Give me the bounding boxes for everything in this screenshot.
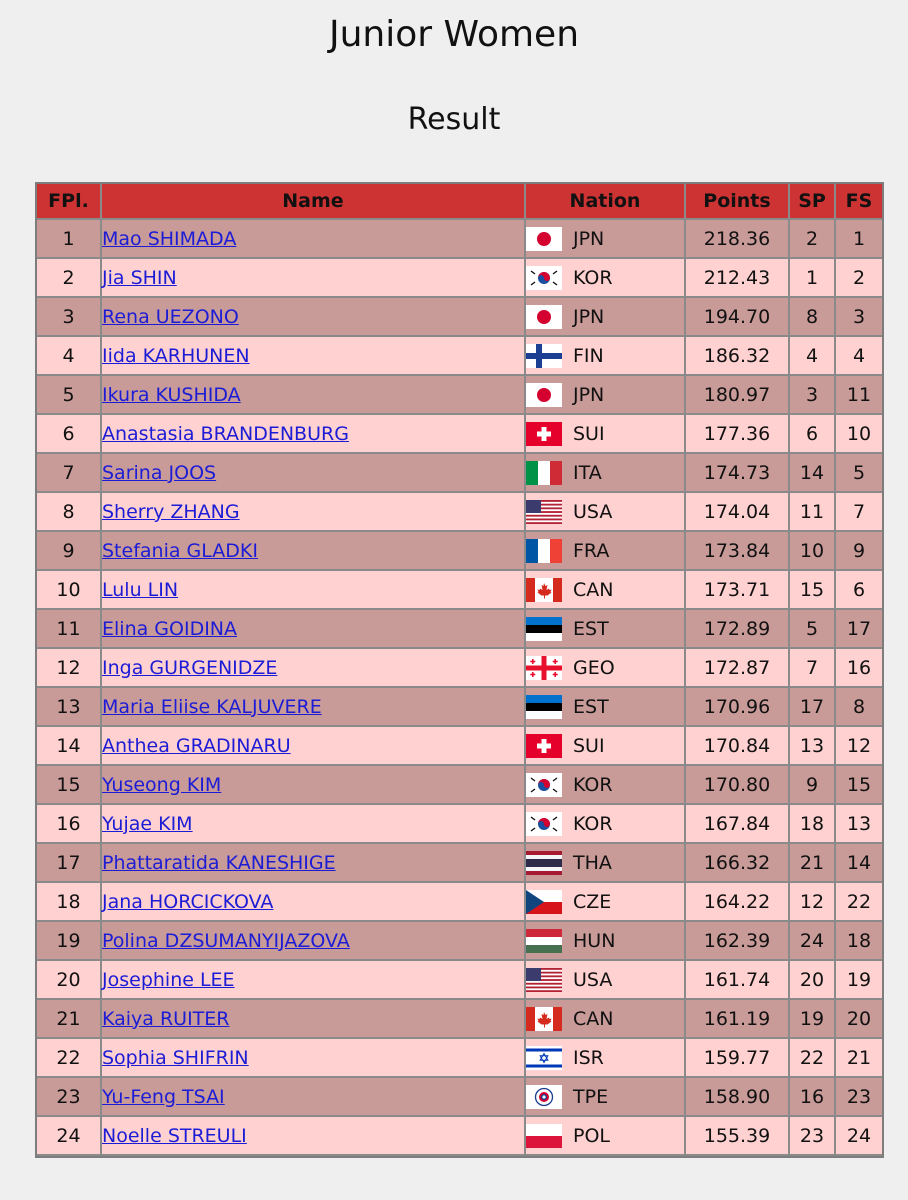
table-row bbox=[37, 610, 882, 649]
sp-cell: 9 bbox=[790, 766, 836, 805]
table-row bbox=[37, 298, 882, 337]
rank-cell: 16 bbox=[37, 805, 102, 844]
rank-cell: 11 bbox=[37, 610, 102, 649]
points-cell: 218.36 bbox=[686, 220, 790, 259]
skater-link[interactable]: Jana HORCICKOVA bbox=[102, 890, 274, 913]
nation-cell bbox=[526, 220, 686, 259]
rank-cell: 21 bbox=[37, 1000, 102, 1039]
table-row bbox=[37, 259, 882, 298]
kor-flag-icon bbox=[526, 266, 562, 290]
table-row bbox=[37, 883, 882, 922]
usa-flag-icon bbox=[526, 500, 562, 524]
fs-cell: 21 bbox=[836, 1039, 882, 1078]
can-flag-icon bbox=[526, 1007, 562, 1031]
est-flag-icon bbox=[526, 695, 562, 719]
name-cell bbox=[102, 415, 526, 454]
sp-cell: 7 bbox=[790, 649, 836, 688]
rank-cell: 14 bbox=[37, 727, 102, 766]
name-cell bbox=[102, 961, 526, 1000]
table-row bbox=[37, 766, 882, 805]
name-cell bbox=[102, 259, 526, 298]
header-rank: FPl. bbox=[37, 184, 102, 220]
nation-cell bbox=[526, 1000, 686, 1039]
nation-code: CZE bbox=[573, 890, 612, 913]
points-cell: 170.84 bbox=[686, 727, 790, 766]
table-row bbox=[37, 649, 882, 688]
name-cell bbox=[102, 805, 526, 844]
table-row bbox=[37, 961, 882, 1000]
skater-link[interactable]: Yuseong KIM bbox=[102, 773, 222, 796]
table-row bbox=[37, 454, 882, 493]
skater-link[interactable]: Yujae KIM bbox=[102, 812, 193, 835]
sp-cell: 11 bbox=[790, 493, 836, 532]
fs-cell: 20 bbox=[836, 1000, 882, 1039]
name-cell bbox=[102, 454, 526, 493]
nation-cell bbox=[526, 883, 686, 922]
points-cell: 186.32 bbox=[686, 337, 790, 376]
sp-cell: 3 bbox=[790, 376, 836, 415]
rank-cell: 13 bbox=[37, 688, 102, 727]
skater-link[interactable]: Inga GURGENIDZE bbox=[102, 656, 278, 679]
nation-code: SUI bbox=[573, 422, 605, 445]
fs-cell: 23 bbox=[836, 1078, 882, 1117]
nation-code: KOR bbox=[573, 773, 613, 796]
points-cell: 174.04 bbox=[686, 493, 790, 532]
nation-code: JPN bbox=[573, 305, 605, 328]
nation-cell bbox=[526, 493, 686, 532]
fs-cell: 14 bbox=[836, 844, 882, 883]
nation-cell bbox=[526, 1039, 686, 1078]
pol-flag-icon bbox=[526, 1124, 562, 1148]
rank-cell: 19 bbox=[37, 922, 102, 961]
table-row bbox=[37, 1039, 882, 1078]
nation-code: GEO bbox=[573, 656, 615, 679]
fin-flag-icon bbox=[526, 344, 562, 368]
skater-link[interactable]: Anthea GRADINARU bbox=[102, 734, 291, 757]
rank-cell: 6 bbox=[37, 415, 102, 454]
cze-flag-icon bbox=[526, 890, 562, 914]
nation-code: USA bbox=[573, 968, 613, 991]
points-cell: 167.84 bbox=[686, 805, 790, 844]
sui-flag-icon bbox=[526, 422, 562, 446]
sp-cell: 14 bbox=[790, 454, 836, 493]
nation-cell bbox=[526, 532, 686, 571]
page-subtitle: Result bbox=[407, 102, 501, 137]
points-cell: 161.19 bbox=[686, 1000, 790, 1039]
est-flag-icon bbox=[526, 617, 562, 641]
nation-cell bbox=[526, 571, 686, 610]
skater-link[interactable]: Sherry ZHANG bbox=[102, 500, 240, 523]
nation-cell bbox=[526, 727, 686, 766]
tpe-flag-icon bbox=[526, 1085, 562, 1109]
jpn-flag-icon bbox=[526, 305, 562, 329]
ita-flag-icon bbox=[526, 461, 562, 485]
skater-link[interactable]: Jia SHIN bbox=[102, 266, 177, 289]
nation-cell bbox=[526, 337, 686, 376]
sp-cell: 17 bbox=[790, 688, 836, 727]
skater-link[interactable]: Maria Eliise KALJUVERE bbox=[102, 695, 322, 718]
skater-link[interactable]: Phattaratida KANESHIGE bbox=[102, 851, 336, 874]
fs-cell: 1 bbox=[836, 220, 882, 259]
nation-code: FIN bbox=[573, 344, 604, 367]
skater-link[interactable]: Sarina JOOS bbox=[102, 461, 217, 484]
kor-flag-icon bbox=[526, 812, 562, 836]
header-points: Points bbox=[686, 184, 790, 220]
skater-link[interactable]: Noelle STREULI bbox=[102, 1124, 247, 1147]
fs-cell: 3 bbox=[836, 298, 882, 337]
table-row bbox=[37, 493, 882, 532]
header-sp: SP bbox=[790, 184, 836, 220]
rank-cell: 2 bbox=[37, 259, 102, 298]
nation-code: CAN bbox=[573, 1007, 614, 1030]
points-cell: 177.36 bbox=[686, 415, 790, 454]
fs-cell: 17 bbox=[836, 610, 882, 649]
fs-cell: 2 bbox=[836, 259, 882, 298]
sp-cell: 22 bbox=[790, 1039, 836, 1078]
nation-code: POL bbox=[573, 1124, 610, 1147]
nation-code: TPE bbox=[573, 1085, 609, 1108]
fs-cell: 9 bbox=[836, 532, 882, 571]
points-cell: 173.84 bbox=[686, 532, 790, 571]
sp-cell: 12 bbox=[790, 883, 836, 922]
name-cell bbox=[102, 1000, 526, 1039]
points-cell: 180.97 bbox=[686, 376, 790, 415]
points-cell: 174.73 bbox=[686, 454, 790, 493]
nation-cell bbox=[526, 298, 686, 337]
tha-flag-icon bbox=[526, 851, 562, 875]
fs-cell: 13 bbox=[836, 805, 882, 844]
name-cell bbox=[102, 337, 526, 376]
table-row bbox=[37, 1000, 882, 1039]
skater-link[interactable]: Elina GOIDINA bbox=[102, 617, 238, 640]
points-cell: 173.71 bbox=[686, 571, 790, 610]
name-cell bbox=[102, 688, 526, 727]
nation-cell bbox=[526, 376, 686, 415]
rank-cell: 23 bbox=[37, 1078, 102, 1117]
table-row bbox=[37, 727, 882, 766]
rank-cell: 12 bbox=[37, 649, 102, 688]
name-cell bbox=[102, 610, 526, 649]
fs-cell: 15 bbox=[836, 766, 882, 805]
table-row bbox=[37, 571, 882, 610]
rank-cell: 24 bbox=[37, 1117, 102, 1156]
sp-cell: 2 bbox=[790, 220, 836, 259]
points-cell: 155.39 bbox=[686, 1117, 790, 1156]
nation-code: CAN bbox=[573, 578, 614, 601]
nation-cell bbox=[526, 649, 686, 688]
header-nation: Nation bbox=[526, 184, 686, 220]
table-row bbox=[37, 220, 882, 259]
table-row bbox=[37, 688, 882, 727]
skater-link[interactable]: Sophia SHIFRIN bbox=[102, 1046, 249, 1069]
rank-cell: 1 bbox=[37, 220, 102, 259]
nation-cell bbox=[526, 844, 686, 883]
results-table bbox=[35, 182, 884, 1158]
rank-cell: 7 bbox=[37, 454, 102, 493]
name-cell bbox=[102, 493, 526, 532]
nation-cell bbox=[526, 415, 686, 454]
sp-cell: 20 bbox=[790, 961, 836, 1000]
table-row bbox=[37, 376, 882, 415]
rank-cell: 15 bbox=[37, 766, 102, 805]
table-row bbox=[37, 532, 882, 571]
nation-code: KOR bbox=[573, 266, 613, 289]
skater-link[interactable]: Ikura KUSHIDA bbox=[102, 383, 241, 406]
name-cell bbox=[102, 883, 526, 922]
points-cell: 159.77 bbox=[686, 1039, 790, 1078]
skater-link[interactable]: Anastasia BRANDENBURG bbox=[102, 422, 349, 445]
rank-cell: 3 bbox=[37, 298, 102, 337]
fra-flag-icon bbox=[526, 539, 562, 563]
skater-link[interactable]: Yu-Feng TSAI bbox=[102, 1085, 225, 1108]
fs-cell: 5 bbox=[836, 454, 882, 493]
nation-cell bbox=[526, 1078, 686, 1117]
nation-cell bbox=[526, 454, 686, 493]
sp-cell: 19 bbox=[790, 1000, 836, 1039]
nation-code: JPN bbox=[573, 383, 605, 406]
rank-cell: 22 bbox=[37, 1039, 102, 1078]
sp-cell: 16 bbox=[790, 1078, 836, 1117]
name-cell bbox=[102, 532, 526, 571]
fs-cell: 6 bbox=[836, 571, 882, 610]
fs-cell: 12 bbox=[836, 727, 882, 766]
table-row bbox=[37, 415, 882, 454]
geo-flag-icon bbox=[526, 656, 562, 680]
name-cell bbox=[102, 649, 526, 688]
nation-cell bbox=[526, 688, 686, 727]
nation-code: EST bbox=[573, 617, 609, 640]
jpn-flag-icon bbox=[526, 227, 562, 251]
name-cell bbox=[102, 220, 526, 259]
table-row bbox=[37, 1078, 882, 1117]
points-cell: 164.22 bbox=[686, 883, 790, 922]
points-cell: 172.87 bbox=[686, 649, 790, 688]
sp-cell: 6 bbox=[790, 415, 836, 454]
rank-cell: 5 bbox=[37, 376, 102, 415]
nation-code: JPN bbox=[573, 227, 605, 250]
table-row bbox=[37, 1117, 882, 1156]
points-cell: 158.90 bbox=[686, 1078, 790, 1117]
fs-cell: 19 bbox=[836, 961, 882, 1000]
rank-cell: 20 bbox=[37, 961, 102, 1000]
kor-flag-icon bbox=[526, 773, 562, 797]
nation-code: SUI bbox=[573, 734, 605, 757]
points-cell: 170.80 bbox=[686, 766, 790, 805]
sp-cell: 8 bbox=[790, 298, 836, 337]
sp-cell: 15 bbox=[790, 571, 836, 610]
nation-cell bbox=[526, 922, 686, 961]
points-cell: 166.32 bbox=[686, 844, 790, 883]
skater-link[interactable]: Rena UEZONO bbox=[102, 305, 239, 328]
nation-code: ISR bbox=[573, 1046, 604, 1069]
skater-link[interactable]: Kaiya RUITER bbox=[102, 1007, 230, 1030]
rank-cell: 4 bbox=[37, 337, 102, 376]
rank-cell: 10 bbox=[37, 571, 102, 610]
sp-cell: 13 bbox=[790, 727, 836, 766]
fs-cell: 16 bbox=[836, 649, 882, 688]
table-row bbox=[37, 805, 882, 844]
nation-code: HUN bbox=[573, 929, 616, 952]
nation-code: EST bbox=[573, 695, 609, 718]
sp-cell: 5 bbox=[790, 610, 836, 649]
skater-link[interactable]: Josephine LEE bbox=[102, 968, 235, 991]
rank-cell: 8 bbox=[37, 493, 102, 532]
sp-cell: 21 bbox=[790, 844, 836, 883]
points-cell: 170.96 bbox=[686, 688, 790, 727]
sp-cell: 10 bbox=[790, 532, 836, 571]
table-row bbox=[37, 922, 882, 961]
name-cell bbox=[102, 1117, 526, 1156]
header-row bbox=[37, 184, 882, 220]
name-cell bbox=[102, 376, 526, 415]
name-cell bbox=[102, 571, 526, 610]
results-body bbox=[37, 220, 882, 1156]
nation-code: FRA bbox=[573, 539, 610, 562]
sp-cell: 4 bbox=[790, 337, 836, 376]
table-row bbox=[37, 844, 882, 883]
sui-flag-icon bbox=[526, 734, 562, 758]
hun-flag-icon bbox=[526, 929, 562, 953]
fs-cell: 11 bbox=[836, 376, 882, 415]
skater-link[interactable]: Stefania GLADKI bbox=[102, 539, 258, 562]
fs-cell: 18 bbox=[836, 922, 882, 961]
sp-cell: 23 bbox=[790, 1117, 836, 1156]
fs-cell: 24 bbox=[836, 1117, 882, 1156]
points-cell: 162.39 bbox=[686, 922, 790, 961]
rank-cell: 17 bbox=[37, 844, 102, 883]
sp-cell: 18 bbox=[790, 805, 836, 844]
header-fs: FS bbox=[836, 184, 882, 220]
nation-cell bbox=[526, 259, 686, 298]
skater-link[interactable]: Iida KARHUNEN bbox=[102, 344, 250, 367]
header-name: Name bbox=[102, 184, 526, 220]
sp-cell: 1 bbox=[790, 259, 836, 298]
points-cell: 212.43 bbox=[686, 259, 790, 298]
nation-cell bbox=[526, 610, 686, 649]
jpn-flag-icon bbox=[526, 383, 562, 407]
isr-flag-icon bbox=[526, 1046, 562, 1070]
usa-flag-icon bbox=[526, 968, 562, 992]
nation-cell bbox=[526, 766, 686, 805]
name-cell bbox=[102, 922, 526, 961]
skater-link[interactable]: Mao SHIMADA bbox=[102, 227, 237, 250]
fs-cell: 4 bbox=[836, 337, 882, 376]
nation-code: THA bbox=[573, 851, 612, 874]
nation-code: USA bbox=[573, 500, 613, 523]
nation-cell bbox=[526, 805, 686, 844]
points-cell: 172.89 bbox=[686, 610, 790, 649]
nation-code: ITA bbox=[573, 461, 602, 484]
nation-code: KOR bbox=[573, 812, 613, 835]
nation-cell bbox=[526, 1117, 686, 1156]
fs-cell: 10 bbox=[836, 415, 882, 454]
name-cell bbox=[102, 844, 526, 883]
fs-cell: 7 bbox=[836, 493, 882, 532]
sp-cell: 24 bbox=[790, 922, 836, 961]
fs-cell: 8 bbox=[836, 688, 882, 727]
fs-cell: 22 bbox=[836, 883, 882, 922]
skater-link[interactable]: Polina DZSUMANYIJAZOVA bbox=[102, 929, 350, 952]
skater-link[interactable]: Lulu LIN bbox=[102, 578, 179, 601]
nation-cell bbox=[526, 961, 686, 1000]
name-cell bbox=[102, 1078, 526, 1117]
points-cell: 161.74 bbox=[686, 961, 790, 1000]
rank-cell: 18 bbox=[37, 883, 102, 922]
rank-cell: 9 bbox=[37, 532, 102, 571]
page-title: Junior Women bbox=[328, 14, 580, 55]
name-cell bbox=[102, 298, 526, 337]
name-cell bbox=[102, 766, 526, 805]
points-cell: 194.70 bbox=[686, 298, 790, 337]
name-cell bbox=[102, 727, 526, 766]
name-cell bbox=[102, 1039, 526, 1078]
can-flag-icon bbox=[526, 578, 562, 602]
table-row bbox=[37, 337, 882, 376]
